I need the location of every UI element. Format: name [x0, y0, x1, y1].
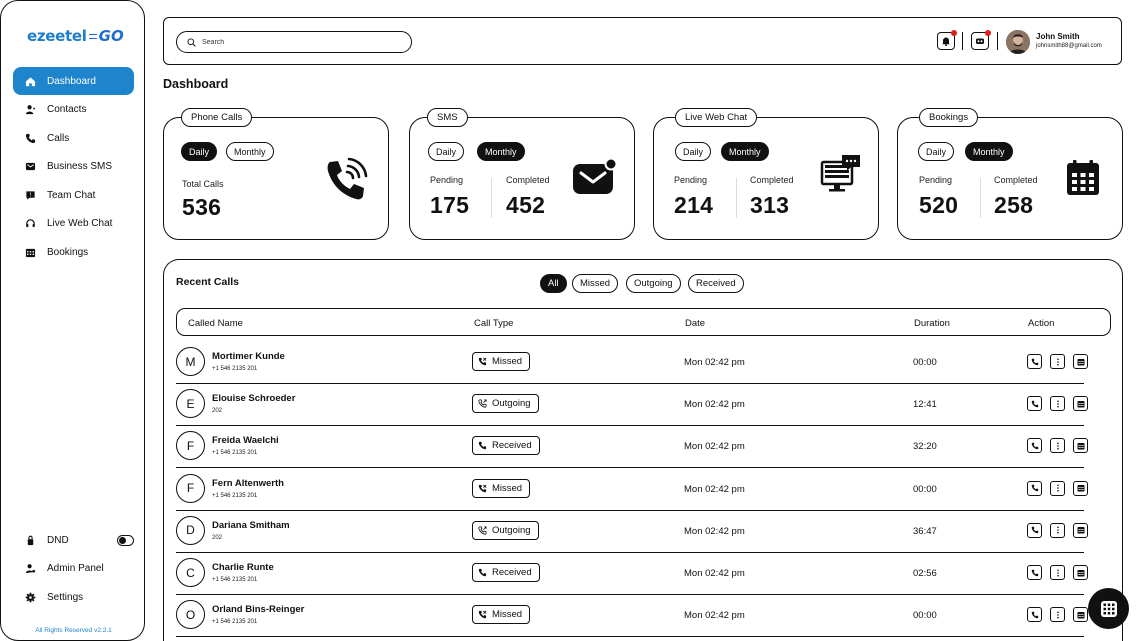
admin-icon	[24, 563, 36, 575]
received-call-icon	[478, 441, 492, 450]
search-box[interactable]	[176, 31, 412, 53]
column-call-type[interactable]: Call Type	[474, 318, 514, 329]
column-action: Action	[1028, 318, 1055, 329]
column-duration[interactable]: Duration	[914, 318, 950, 329]
contact-initial: E	[176, 389, 205, 418]
schedule-button[interactable]	[1073, 396, 1088, 411]
filter-all[interactable]: All	[540, 274, 567, 293]
sidebar-item-bookings[interactable]	[13, 238, 134, 266]
sidebar	[0, 0, 145, 641]
schedule-button[interactable]	[1073, 523, 1088, 538]
logo-dash	[89, 34, 97, 39]
divider	[980, 178, 981, 218]
sidebar-item-dashboard[interactable]	[13, 67, 134, 95]
completed-value: 258	[994, 192, 1034, 218]
bell-icon	[941, 36, 951, 46]
search-icon	[187, 38, 196, 47]
voicemail-icon	[975, 36, 985, 46]
dnd-icon	[24, 534, 36, 546]
brand-logo[interactable]	[27, 25, 127, 47]
call-back-button[interactable]	[1027, 354, 1042, 369]
received-call-icon	[478, 568, 492, 577]
missed-call-icon	[478, 357, 492, 366]
sidebar-item-label: Contacts	[47, 104, 87, 115]
call-duration: 00:00	[913, 483, 937, 495]
table-row[interactable]	[176, 553, 1084, 595]
completed-label: Completed	[506, 175, 550, 185]
contacts-icon	[24, 104, 36, 116]
svg-text:!: !	[28, 191, 32, 198]
call-duration: 12:41	[913, 399, 937, 411]
call-date: Mon 02:42 pm	[684, 610, 745, 622]
contact-phone: +1 546 2135 201	[212, 492, 258, 499]
completed-label: Completed	[750, 175, 794, 185]
call-date: Mon 02:42 pm	[684, 357, 745, 368]
missed-call-icon	[478, 484, 492, 493]
divider	[491, 178, 492, 218]
sidebar-item-calls[interactable]	[13, 124, 134, 152]
more-vertical-icon	[1054, 484, 1062, 492]
filter-outgoing[interactable]: Outgoing	[626, 274, 681, 293]
call-back-button[interactable]	[1027, 607, 1042, 622]
schedule-button[interactable]	[1073, 354, 1088, 369]
mail-icon	[24, 161, 36, 173]
column-called-name[interactable]: Called Name	[188, 318, 243, 329]
call-date: Mon 02:42 pm	[684, 525, 745, 537]
contact-phone: 202	[212, 408, 223, 415]
monthly-toggle[interactable]: Monthly	[226, 142, 274, 161]
phone-icon	[1031, 358, 1039, 366]
more-vertical-icon	[1054, 400, 1062, 408]
chat-icon	[24, 189, 36, 201]
sidebar-item-team-chat[interactable]	[13, 181, 134, 209]
sms-card	[409, 112, 635, 240]
sidebar-item-contacts[interactable]	[13, 96, 134, 124]
contact-initial: C	[176, 558, 205, 587]
user-email: johnsmith88@gmail.com	[1036, 43, 1102, 49]
more-options-button[interactable]	[1050, 354, 1065, 369]
completed-label: Completed	[994, 175, 1038, 185]
sidebar-bottom	[13, 526, 134, 612]
call-date: Mon 02:42 pm	[684, 399, 745, 411]
calendar-icon	[1077, 526, 1085, 534]
dialpad-icon	[1100, 600, 1118, 618]
sidebar-item-label: Team Chat	[47, 189, 96, 201]
card-label: Live Web Chat	[675, 108, 757, 127]
more-options-button[interactable]	[1050, 438, 1065, 453]
more-options-button[interactable]	[1050, 481, 1065, 496]
missed-call-icon	[478, 610, 492, 619]
call-date: Mon 02:42 pm	[684, 568, 745, 579]
divider	[736, 178, 737, 218]
headset-icon	[24, 218, 36, 230]
call-back-button[interactable]	[1027, 481, 1042, 496]
avatar[interactable]	[1006, 30, 1030, 54]
sidebar-item-label: Calls	[47, 132, 70, 144]
calendar-icon	[1077, 400, 1085, 408]
brand-name: ezeetel	[27, 27, 87, 45]
calendar-icon	[1077, 569, 1085, 577]
outgoing-call-icon	[478, 526, 492, 535]
table-row[interactable]	[176, 511, 1084, 553]
card-label: Phone Calls	[181, 108, 252, 127]
column-date[interactable]: Date	[685, 318, 706, 329]
more-vertical-icon	[1054, 358, 1062, 366]
phone-icon	[1031, 611, 1039, 619]
call-back-button[interactable]	[1027, 565, 1042, 580]
pending-label: Pending	[919, 175, 953, 185]
call-type-badge	[472, 352, 530, 371]
card-label: Bookings	[919, 108, 978, 127]
sidebar-item-label: DND	[47, 534, 69, 546]
card-label: SMS	[427, 108, 468, 127]
phone-icon	[1031, 526, 1039, 534]
contact-initial: M	[176, 347, 205, 376]
phone-icon	[1031, 400, 1039, 408]
filter-missed[interactable]: Missed	[572, 274, 618, 293]
contact-initial: F	[176, 474, 205, 503]
gear-icon	[24, 591, 36, 603]
call-duration: 00:00	[913, 357, 937, 368]
phone-icon	[24, 132, 36, 144]
call-duration: 02:56	[913, 568, 937, 579]
table-row[interactable]	[176, 342, 1084, 384]
contact-name[interactable]: Freida Waelchi	[212, 435, 279, 447]
contact-phone: +1 546 2135 201	[212, 450, 258, 457]
contact-phone: +1 546 2135 201	[212, 619, 258, 626]
schedule-button[interactable]	[1073, 565, 1088, 580]
contact-name[interactable]: Dariana Smitham	[212, 519, 290, 531]
calendar-icon	[24, 246, 36, 258]
filter-received[interactable]: Received	[688, 274, 744, 293]
call-type-badge	[472, 521, 539, 540]
contact-name[interactable]: Fern Altenwerth	[212, 477, 284, 489]
pending-label: Pending	[674, 175, 708, 185]
sidebar-item-settings[interactable]	[13, 583, 134, 611]
call-duration: 00:00	[913, 610, 937, 622]
web-chat-monitor-icon	[820, 154, 862, 194]
pending-value: 214	[674, 192, 714, 218]
call-duration: 32:20	[913, 441, 937, 453]
call-date: Mon 02:42 pm	[684, 483, 745, 495]
more-options-button[interactable]	[1050, 607, 1065, 622]
call-back-button[interactable]	[1027, 523, 1042, 538]
contact-phone: +1 546 2135 201	[212, 577, 258, 583]
call-type-badge	[472, 436, 540, 455]
more-options-button[interactable]	[1050, 523, 1065, 538]
calendar-icon	[1065, 159, 1101, 197]
schedule-button[interactable]	[1073, 607, 1088, 622]
call-type-label: Missed	[492, 609, 523, 621]
page-title: Dashboard	[163, 77, 229, 91]
phone-icon	[1031, 442, 1039, 450]
schedule-button[interactable]	[1073, 481, 1088, 496]
search-input[interactable]	[202, 39, 402, 46]
sidebar-item-dnd[interactable]	[13, 526, 134, 554]
dialpad-fab[interactable]	[1088, 588, 1129, 629]
call-type-badge	[472, 605, 530, 624]
user-avatar-icon	[1006, 30, 1030, 54]
dnd-toggle[interactable]	[117, 535, 134, 546]
calendar-icon	[1077, 358, 1085, 366]
more-vertical-icon	[1054, 526, 1062, 534]
calendar-icon	[1077, 611, 1085, 619]
outgoing-call-icon	[478, 399, 492, 408]
more-options-button[interactable]	[1050, 396, 1065, 411]
total-calls-value: 536	[182, 194, 222, 220]
phone-calls-card	[163, 112, 389, 240]
call-type-badge	[472, 563, 540, 582]
contact-name[interactable]: Charlie Runte	[212, 562, 274, 573]
sidebar-item-label: Business SMS	[47, 161, 113, 172]
contact-name[interactable]: Elouise Schroeder	[212, 393, 296, 405]
sidebar-item-label: Dashboard	[47, 75, 96, 87]
brand-suffix: GO	[98, 27, 124, 45]
notification-dot	[985, 30, 991, 36]
table-row[interactable]	[176, 595, 1084, 637]
contact-initial: F	[176, 431, 205, 460]
call-type-badge	[472, 479, 530, 498]
call-back-button[interactable]	[1027, 396, 1042, 411]
more-vertical-icon	[1054, 569, 1062, 577]
call-back-button[interactable]	[1027, 438, 1042, 453]
sidebar-item-label: Live Web Chat	[47, 218, 113, 229]
sidebar-nav	[13, 67, 134, 267]
sidebar-item-label: Bookings	[47, 246, 89, 258]
daily-toggle[interactable]: Daily	[181, 142, 217, 161]
pending-value: 175	[430, 192, 470, 218]
call-type-badge	[472, 394, 539, 413]
call-type-label: Missed	[492, 356, 523, 367]
daily-toggle[interactable]: Daily	[918, 142, 954, 161]
call-type-label: Received	[492, 567, 532, 578]
contact-phone: 202	[212, 534, 223, 541]
sidebar-item-business-sms[interactable]	[13, 153, 134, 181]
phone-icon	[1031, 484, 1039, 492]
version-text: All Rights Reserved v2.2.1	[35, 627, 112, 634]
user-name[interactable]: John Smith	[1036, 32, 1080, 41]
bookings-card	[897, 112, 1123, 240]
divider	[997, 32, 998, 50]
calendar-icon	[1077, 442, 1085, 450]
recent-calls-panel	[163, 259, 1123, 641]
live-web-chat-card	[653, 112, 879, 240]
completed-value: 452	[506, 192, 546, 218]
pending-value: 520	[919, 192, 959, 218]
sidebar-item-live-web-chat[interactable]	[13, 210, 134, 238]
divider	[962, 32, 963, 50]
more-options-button[interactable]	[1050, 565, 1065, 580]
pending-label: Pending	[430, 175, 464, 185]
daily-toggle[interactable]: Daily	[675, 142, 711, 161]
call-type-label: Outgoing	[492, 398, 531, 410]
monthly-toggle[interactable]: Monthly	[477, 142, 525, 161]
call-type-label: Missed	[492, 482, 523, 494]
daily-toggle[interactable]: Daily	[428, 142, 464, 161]
sidebar-item-admin-panel[interactable]	[13, 555, 134, 583]
table-row[interactable]	[176, 426, 1084, 468]
contact-initial: D	[176, 516, 205, 545]
call-type-label: Received	[492, 440, 532, 452]
voicemail-button[interactable]	[971, 32, 989, 50]
recent-calls-title: Recent Calls	[176, 276, 240, 288]
calendar-icon	[1077, 484, 1085, 492]
home-icon	[24, 75, 36, 87]
total-calls-label: Total Calls	[182, 179, 224, 189]
call-duration: 36:47	[913, 525, 937, 537]
phone-ringing-icon	[324, 156, 370, 202]
call-date: Mon 02:42 pm	[684, 441, 745, 453]
mail-notification-icon	[571, 158, 617, 198]
sidebar-item-label: Settings	[47, 591, 84, 603]
notifications-button[interactable]	[937, 32, 955, 50]
sidebar-item-label: Admin Panel	[47, 563, 104, 574]
monthly-toggle[interactable]: Monthly	[721, 142, 769, 161]
table-row[interactable]	[176, 469, 1084, 511]
call-type-label: Outgoing	[492, 524, 531, 536]
completed-value: 313	[750, 192, 790, 218]
more-vertical-icon	[1054, 442, 1062, 450]
notification-dot	[951, 30, 957, 36]
table-header	[176, 308, 1111, 336]
contact-initial: O	[176, 600, 205, 629]
monthly-toggle[interactable]: Monthly	[965, 142, 1013, 161]
table-row[interactable]	[176, 384, 1084, 426]
top-bar	[163, 17, 1122, 65]
contact-name[interactable]: Orland Bins-Reinger	[212, 604, 305, 616]
contact-phone: +1 546 2135 201	[212, 366, 258, 372]
more-vertical-icon	[1054, 611, 1062, 619]
schedule-button[interactable]	[1073, 438, 1088, 453]
contact-name[interactable]: Mortimer Kunde	[212, 351, 285, 362]
phone-icon	[1031, 569, 1039, 577]
